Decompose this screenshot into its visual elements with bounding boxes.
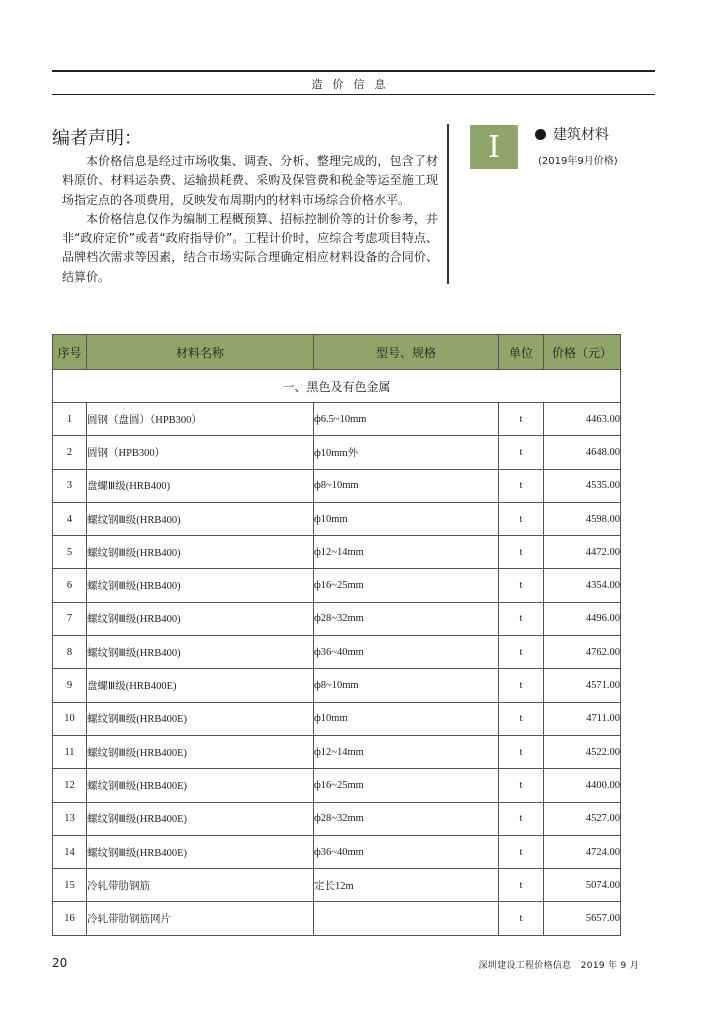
- statement-title: 编者声明：: [52, 128, 142, 149]
- cell-no: 9: [53, 669, 87, 702]
- cell-price: 4463.00: [544, 403, 621, 436]
- cell-no: 5: [53, 536, 87, 569]
- cell-price: 4762.00: [544, 636, 621, 669]
- cell-spec: ф12~14mm: [314, 735, 499, 768]
- statement-paragraph: 本价格信息是经过市场收集、调查、分析、整理完成的，包含了材料原价、材料运杂费、运输损耗费、采购及保管费和税金等运至施工现场指定点的各项费用，反映发布周期内的材料市场综合价格水平。: [62, 154, 438, 207]
- cell-material-name: 盘螺Ⅲ级(HRB400): [87, 469, 314, 502]
- cell-price: 4535.00: [544, 469, 621, 502]
- table-row: [53, 669, 621, 702]
- cell-unit: t: [499, 536, 544, 569]
- cell-material-name: 螺纹钢Ⅲ级(HRB400E): [87, 735, 314, 768]
- column-header-unit: 单位: [499, 335, 544, 370]
- cell-spec: 定长12m: [314, 869, 499, 902]
- table-row: [53, 569, 621, 602]
- cell-unit: t: [499, 569, 544, 602]
- cell-no: 12: [53, 769, 87, 802]
- cell-price: 4522.00: [544, 735, 621, 768]
- cell-unit: t: [499, 602, 544, 635]
- cell-spec: ф8~10mm: [314, 669, 499, 702]
- cell-spec: ф16~25mm: [314, 569, 499, 602]
- cell-no: 13: [53, 802, 87, 835]
- cell-price: 5074.00: [544, 869, 621, 902]
- cell-material-name: 螺纹钢Ⅲ级(HRB400): [87, 636, 314, 669]
- cell-material-name: 盘螺Ⅲ级(HRB400E): [87, 669, 314, 702]
- price-table: [52, 334, 621, 936]
- cell-no: 14: [53, 835, 87, 868]
- table-row: [53, 802, 621, 835]
- table-row: [53, 769, 621, 802]
- cell-no: 16: [53, 902, 87, 935]
- running-header: 造价信息: [311, 78, 396, 91]
- column-header-price: 价格（元）: [544, 335, 621, 370]
- cell-no: 15: [53, 869, 87, 902]
- cell-unit: t: [499, 702, 544, 735]
- cell-unit: t: [499, 902, 544, 935]
- cell-material-name: 螺纹钢Ⅲ级(HRB400E): [87, 835, 314, 868]
- cell-price: 4400.00: [544, 769, 621, 802]
- header-rule-top: [52, 70, 655, 72]
- cell-material-name: 圆钢（HPB300）: [87, 436, 314, 469]
- cell-material-name: 螺纹钢Ⅲ级(HRB400): [87, 569, 314, 602]
- table-row: [53, 536, 621, 569]
- page-number: 20: [52, 956, 68, 970]
- section-numeral-box: I: [470, 125, 518, 169]
- cell-price: 4472.00: [544, 536, 621, 569]
- cell-no: 8: [53, 636, 87, 669]
- table-row: [53, 403, 621, 436]
- cell-spec: ф10mm: [314, 502, 499, 535]
- cell-no: 4: [53, 502, 87, 535]
- table-row: [53, 835, 621, 868]
- cell-material-name: 冷轧带肋钢筋: [87, 869, 314, 902]
- cell-unit: t: [499, 735, 544, 768]
- cell-material-name: 冷轧带肋钢筋网片: [87, 902, 314, 935]
- cell-price: 4354.00: [544, 569, 621, 602]
- table-header-row: [53, 335, 621, 370]
- cell-unit: t: [499, 869, 544, 902]
- cell-unit: t: [499, 403, 544, 436]
- statement-paragraph: 本价格信息仅作为编制工程概预算、招标控制价等的计价参考，并非“政府定价”或者“政府指导价”。工程计价时，应综合考虑项目特点、品牌档次需求等因素，结合市场实际合理确定相应材料设备的合同价、结算价。: [62, 211, 438, 284]
- column-header-spec: 型号、规格: [314, 335, 499, 370]
- bullet-icon: [535, 129, 546, 140]
- cell-unit: t: [499, 636, 544, 669]
- cell-spec: ф10mm: [314, 702, 499, 735]
- category-row: [53, 370, 621, 403]
- publication-footer: 深圳建设工程价格信息 2019 年 9 月: [478, 961, 639, 971]
- cell-unit: t: [499, 469, 544, 502]
- cell-unit: t: [499, 802, 544, 835]
- section-date: (2019年9月价格): [538, 156, 618, 167]
- cell-material-name: 圆钢（盘圆）（HPB300）: [87, 403, 314, 436]
- cell-spec: ф6.5~10mm: [314, 403, 499, 436]
- cell-no: 3: [53, 469, 87, 502]
- column-header-name: 材料名称: [87, 335, 314, 370]
- cell-price: 4724.00: [544, 835, 621, 868]
- table-row: [53, 436, 621, 469]
- section-name: 建筑材料: [553, 127, 609, 143]
- table-row: [53, 902, 621, 935]
- cell-material-name: 螺纹钢Ⅲ级(HRB400): [87, 536, 314, 569]
- table-row: [53, 869, 621, 902]
- cell-price: 4598.00: [544, 502, 621, 535]
- cell-material-name: 螺纹钢Ⅲ级(HRB400): [87, 602, 314, 635]
- table-row: [53, 602, 621, 635]
- cell-spec: ф36~40mm: [314, 835, 499, 868]
- table-row: [53, 502, 621, 535]
- section-heading: [535, 124, 609, 144]
- cell-material-name: 螺纹钢Ⅲ级(HRB400E): [87, 769, 314, 802]
- category-label: 一、黑色及有色金属: [53, 370, 621, 403]
- cell-material-name: 螺纹钢Ⅲ级(HRB400E): [87, 702, 314, 735]
- cell-unit: t: [499, 835, 544, 868]
- cell-spec: ф8~10mm: [314, 469, 499, 502]
- cell-price: 4648.00: [544, 436, 621, 469]
- cell-spec: ф28~32mm: [314, 602, 499, 635]
- cell-unit: t: [499, 502, 544, 535]
- cell-no: 2: [53, 436, 87, 469]
- statement-body: [62, 152, 438, 287]
- cell-unit: t: [499, 769, 544, 802]
- cell-no: 6: [53, 569, 87, 602]
- cell-spec: ф10mm外: [314, 436, 499, 469]
- cell-price: 4711.00: [544, 702, 621, 735]
- cell-no: 7: [53, 602, 87, 635]
- cell-material-name: 螺纹钢Ⅲ级(HRB400): [87, 502, 314, 535]
- table-row: [53, 636, 621, 669]
- table-row: [53, 735, 621, 768]
- cell-unit: t: [499, 669, 544, 702]
- table-row: [53, 469, 621, 502]
- cell-price: 4571.00: [544, 669, 621, 702]
- cell-price: 4527.00: [544, 802, 621, 835]
- cell-material-name: 螺纹钢Ⅲ级(HRB400E): [87, 802, 314, 835]
- header-rule-bottom: [52, 94, 655, 95]
- cell-price: 5657.00: [544, 902, 621, 935]
- cell-no: 1: [53, 403, 87, 436]
- cell-unit: t: [499, 436, 544, 469]
- column-divider: [447, 124, 449, 284]
- cell-spec: ф16~25mm: [314, 769, 499, 802]
- cell-spec: ф28~32mm: [314, 802, 499, 835]
- column-header-no: 序号: [53, 335, 87, 370]
- cell-no: 10: [53, 702, 87, 735]
- cell-spec: ф12~14mm: [314, 536, 499, 569]
- cell-spec: ф36~40mm: [314, 636, 499, 669]
- cell-spec: [314, 902, 499, 935]
- cell-no: 11: [53, 735, 87, 768]
- table-row: [53, 702, 621, 735]
- cell-price: 4496.00: [544, 602, 621, 635]
